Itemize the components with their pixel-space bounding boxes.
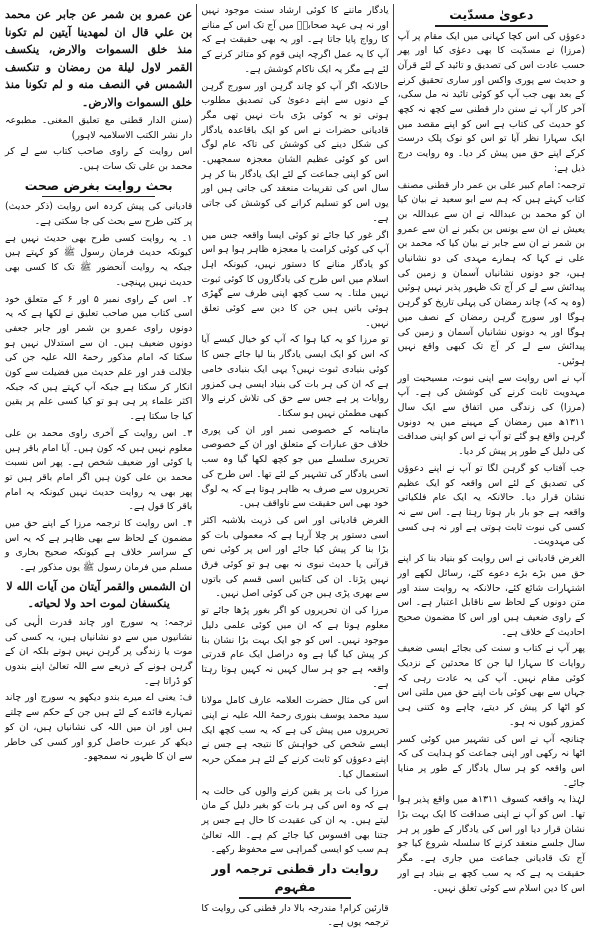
paragraph: ماہنامہ کے خصوصی نمبر اور ان کی پوری خلاف حق عبارات کے متعلق اور ان کے خصوصی تحریری سلسلے میں جو کچھ لکھا گیا وہ سب اسی یادگار کی تشہیر کے لئے تھا۔ اس طرح کی تحریروں سے صرف یہ ظاہر ہوتا ہے کہ یہ لوگ خود بھی اس حقیقت سے ناواقف ہیں۔ xyxy=(201,424,389,510)
paragraph: ترجمہ: امام کبیر علی بن عمر دار قطنی مصنف کتاب کہتے ہیں کہ ہم سے ابو سعید نے بیان کیا ان کو محمد بن عبداللہ نے ان سے عبداللہ بن یعیش نے ان سے یونس بن بکیر نے ان سے عمرو بن شمر نے ان سے جابر نے بیان کیا کہ محمد بن علی نے کہا کہ ہمارے مہدی کی دو نشانیاں ہیں، جو دونوں نشانیاں آسمان و زمین کی پیدائش سے لے کر آج تک ظہور پذیر نہیں ہوئیں (وہ یہ کہ) چاند رمضان کی پہلی تاریخ کو گرہن ہوگا اور سورج گرہن رمضان کے نصف میں ہوگا اور یہ دونوں نشانیاں آسمان و زمین کی پیدائش سے لے کر آج تک کبھی واقع نہیں ہوئیں۔ xyxy=(397,179,585,367)
paragraph: مرزا کی ان تحریروں کو اگر بغور پڑھا جائے تو معلوم ہوتا ہے کہ ان میں کوئی علمی دلیل موجود نہیں۔ اس کو جو ایک بہت بڑا نشان بنا کر پیش کیا گیا ہے وہ دراصل ایک عام قدرتی واقعہ ہے جو ہر سال کہیں نہ کہیں ہوتا رہتا ہے۔ xyxy=(201,605,389,690)
section-heading: روایت دار قطنی ترجمہ اور مفہوم xyxy=(201,860,388,899)
paragraph: قارئین کرام! مندرجہ بالا دار قطنی کی روایت کا ترجمہ یوں ہے۔ xyxy=(201,902,389,929)
paragraph: ۱۔ یہ روایت کسی طرح بھی حدیث نہیں ہے کیونکہ حدیث فرمان رسول ﷺ کو کہتے ہیں جبکہ یہ روایت آنحضور ﷺ تک کا کسی بھی حدیث نہیں پہنچی۔ xyxy=(5,232,193,288)
paragraph: اگر غور کیا جائے تو کوئی ایسا واقعہ جس میں آپ کی کوئی کرامت یا معجزہ ظاہر ہوا ہو اس کو یادگار منانے کا دستور نہیں، کیونکہ اہل اسلام میں اس طرح کی یادگاروں کا کوئی ثبوت نہیں ملتا۔ یہ سب کچھ اپنی طرف سے گھڑی ہوئی باتیں ہیں جن کا دین سے کوئی تعلق نہیں۔ xyxy=(201,229,389,329)
paragraph: چنانچہ آپ نے اس کی تشہیر میں کوئی کسر اٹھا نہ رکھی اور اپنی جماعت کو ہدایت کی کہ اس واقعہ کو ہر سال یادگار کے طور پر منایا جائے۔ xyxy=(397,733,585,789)
paragraph: یادگار ماننے کا کوئی ارشاد سنت موجود نہیں اور نہ ہی عہد صحابہؓ میں آج تک اس کے منانے کا رواج پایا جاتا ہے۔ اور یہ بھی حقیقت ہے کہ آپ کا یہ عمل اگرچہ اپنی قوم کو متاثر کرنے کے لئے ہے مگر یہ ایک ناکام کوشش ہے۔ xyxy=(201,5,389,75)
column-middle xyxy=(201,4,393,929)
paragraph: ۳۔ اس روایت کے آخری راوی محمد بن علی معلوم نہیں ہیں کہ کون ہیں۔ آیا امام باقر ہیں یا کوئی اور ضعیف شخص ہے۔ پھر اس نسبت محمد بن علی کون ہیں اگر امام باقر ہیں تو پھر بھی یہ روایت حدیث نہیں کیونکہ یہ امام باقر کا قول ہے۔ xyxy=(5,427,193,513)
paragraph: الغرض قادیانی نے اس روایت کو بنیاد بنا کر اپنے حق میں بڑے بڑے دعوے کئے، رسائل لکھے اور اشتہارات شائع کئے، حالانکہ یہ روایت سند اور متن دونوں کے لحاظ سے ناقابل اعتبار ہے۔ اس کے راوی ضعیف ہیں اور اس کا مضمون صحیح احادیث کے خلاف ہے۔ xyxy=(397,553,585,638)
paragraph: آپ نے اس روایت سے اپنی نبوت، مسیحیت اور مہدویت ثابت کرنے کی کوشش کی ہے۔ آپ (مرزا) کی زندگی میں اتفاق سے ایک سال ۱۳۱۱ھ میں رمضان کے مہینے میں یہ دونوں گرہن واقع ہو گئے تو آپ نے اس کو اپنی صداقت کی دلیل کے طور پر پیش کر دیا۔ xyxy=(397,372,585,458)
paragraph: لہٰذا یہ واقعہ کسوف ۱۳۱۱ھ میں واقع پذیر ہوا تھا۔ اس کو آپ نے اپنی صداقت کا ایک بہت بڑا نشان قرار دیا اور اس کی یادگار کے طور پر ہر سال جلسے منعقد کرنے کا سلسلہ شروع کیا جو آج تک قادیانی جماعت میں جاری ہے۔ مگر حقیقت یہ ہے کہ یہ سب کچھ بے بنیاد ہے اور اس کا دین اسلام سے کوئی تعلق نہیں۔ xyxy=(397,794,585,894)
translation: ترجمہ: یہ سورج اور چاند قدرت الٰہی کی نشانیوں میں سے دو نشانیاں ہیں، یہ کسی کی موت یا زندگی پر گرہن نہیں ہوتے بلکہ ان کے گرہن ہونے کے ذریعے سے اللہ تعالیٰ اپنے بندوں کو ڈراتا ہے۔ xyxy=(5,616,193,687)
paragraph: دعوؤں کی اس کچا کہانی میں ایک مقام پر آپ (مرزا) نے مسدّیت کا بھی دعوٰی کیا اور پھر حسب عادت اس کی تصدیق و تائید کے لئے قرآن و حدیث سے پوری واکس اور ساری تحقیق کرنے کے بعد بھی جب آپ کو کوئی تائید نہ مل سکی، آخر کار آپ نے سنن دار قطنی سے کچھ نہ کچھ کو حدیث کی کتاب ہے اس کو اپنے مقصد میں ایک سہارا نظر آیا تو اس کو نوک پلک درست کرکے اپنے حق میں پیش کر دیا۔ وہ روایت درج ذیل ہے: xyxy=(397,30,585,174)
paragraph: ۴۔ اس روایت کا ترجمہ مرزا کے اپنے حق میں مضمون کے لحاظ سے بھی ظاہر ہے کہ یہ اس کے سراسر خلاف ہے کیونکہ صحیح بخاری و مسلم میں فرمان رسول ﷺ یوں مذکور ہے۔ xyxy=(5,518,193,574)
paragraph: اس کی مثال حضرت العلامہ عارف کامل مولانا سید محمد یوسف بنوری رحمۃ اللہ علیہ نے اپنی تحریروں میں پیش کی ہے کہ یہ سب کچھ ایک ایسے شخص کی خواہش کا نتیجہ ہے جس نے اپنے دعوؤں کو ثابت کرنے کے لئے ہر ممکن حربہ استعمال کیا۔ xyxy=(201,695,389,780)
arabic-hadith: ان الشمس والقمر آيتان من آيات الله لا ينكسفان لموت احد ولا لحياته۔ xyxy=(6,578,191,611)
column-left xyxy=(5,4,197,800)
paragraph: پھر آپ نے کتاب و سنت کی بجائے ایسی ضعیف روایات کا سہارا لیا جن کا محدثین کے نزدیک کوئی مقام نہیں۔ آپ کی یہ عادت رہی کہ جہاں سے بھی کوئی بات اپنے حق میں ملتی اس کو اٹھا کر پیش کر دیتے، چاہے وہ کتنی ہی کمزور کیوں نہ ہو۔ xyxy=(397,643,585,728)
paragraph: اس روایت کے راوی صاحب کتاب سے لے کر محمد بن علی تک سات ہیں۔ xyxy=(5,146,193,173)
note: ف: یعنی اے میرے بندو دیکھو یہ سورج اور چاند تمہارے فائدے کے لئے ہیں جن کے حکم سے چلتے ہیں اور ان میں اللہ کی نشانیاں ہیں، ان کو دیکھ کر عبرت حاصل کرو اور کسی کی خاطر سے ان کا ظہور نہ سمجھو۔ xyxy=(5,692,193,763)
column-right xyxy=(397,4,585,894)
paragraph: حالانکہ اگر آپ کو چاند گرہن اور سورج گرہن کے دنوں سے اپنے دعویٰ کی تصدیق مطلوب ہوتی تو یہ کوئی بڑی بات نہیں تھی مگر قادیانی حضرات نے اس کو ایک باقاعدہ یادگار کی شکل دینے کی کوشش کی تاکہ عام لوگ اس کو کوئی عظیم الشان معجزہ سمجھیں۔ اس کو اپنی جماعت کے لئے ایک یادگار بنا کر ہر سال اس کی تقریبات منعقد کی جاتی ہیں اور یوں اس کو تسلیم کرانے کی کوشش کی جاتی ہے۔ xyxy=(201,80,389,224)
paragraph: الغرض قادیانی اور اس کی ذریت بلاشبہ اکثر اسی دستور پر چلا آرہا ہے کہ معمولی بات کو بڑا بنا کر پیش کیا جائے اور اس پر کوئی نص قرآنی یا حدیث نبوی نہ بھی ہو تو کوئی فرق نہیں پڑتا۔ ان کی کتابیں اسی قسم کی باتوں سے بھری پڑی ہیں جن کی کوئی اصل نہیں۔ xyxy=(201,514,389,600)
arabic-quote: عن عمرو بن شمر عن جابر عن محمد بن علي قال ان لمهدينا آيتين لم تكونا منذ خلق السموات والارض، ينكسف القمر لاول ليلة من رمضان و تنكسف الشمس في النصف منه و لم تكونا منذ خلق السموات والارض۔ xyxy=(5,7,193,109)
paragraph: ۲۔ اس کے راوی نمبر ۵ اور ۶ کے متعلق خود اسی کتاب میں صاحب تعلیق نے لکھا ہے کہ یہ دونوں راوی عمرو بن شمر اور جابر جعفی دونوں ضعیف ہیں۔ ان سے استدلال نہیں ہو سکتا کہ امام مذکور رحمۃ اللہ علیہ جن کی جلالت قدر اور علم حدیث میں فضیلت سے کون انکار کر سکتا ہے جبکہ آپ کہتے ہیں کہ جبکہ اکثر علماء پر ہی ہو تو کیا کسی علم پر یقین کیا جا سکتا ہے۔ xyxy=(5,293,193,423)
paragraph: جب آفتاب کو گرہن لگا تو آپ نے اپنے دعوؤں کی تصدیق کے لئے اس واقعہ کو ایک عظیم نشان قرار دیا۔ حالانکہ یہ ایک عام فلکیاتی واقعہ ہے جو بار بار ہوتا رہتا ہے۔ اس سے نہ کسی کی نبوت ثابت ہوتی ہے اور نہ ہی کسی کی مہدویت۔ xyxy=(397,462,585,548)
paragraph: قادیانی کی پیش کردہ اس روایت (ذکر حدیث) پر کئی طرح سے بحث کی جا سکتی ہے۔ xyxy=(5,201,193,228)
source-citation: (سنن الدار قطنی مع تعلیق المغنی۔ مطبوعہ دار نشر الکتب الاسلامیہ لاہور) xyxy=(5,115,193,141)
section-heading: دعویٰ مسدّیت xyxy=(398,6,585,27)
section-heading: بحث روایت بغرض صحت xyxy=(5,177,192,198)
paragraph: مرزا کی بات پر یقین کرنے والوں کی حالت یہ ہے کہ وہ اس کی ہر بات کو بغیر دلیل کے مان لیتے ہیں۔ یہ ان کی عقیدت کا حال ہے جس پر جتنا بھی افسوس کیا جائے کم ہے۔ اللہ تعالیٰ ہم سب کو ایسی گمراہی سے محفوظ رکھے۔ xyxy=(201,785,389,856)
paragraph: تو مرزا کو یہ کیا ہوا کہ آپ کو خیال کیسے آیا کہ اس کو ایک ایسی یادگار بنا لیا جائے جس کا کوئی بنیادی ثبوت نہیں؟ یہی ایک بنیادی خامی ہے کہ ان کی ہر بات کی بنیاد ایسی ہی کمزور روایات پر ہے جس سے حق کی تلاش کرنے والا کبھی مطمئن نہیں ہو سکتا۔ xyxy=(201,334,389,419)
